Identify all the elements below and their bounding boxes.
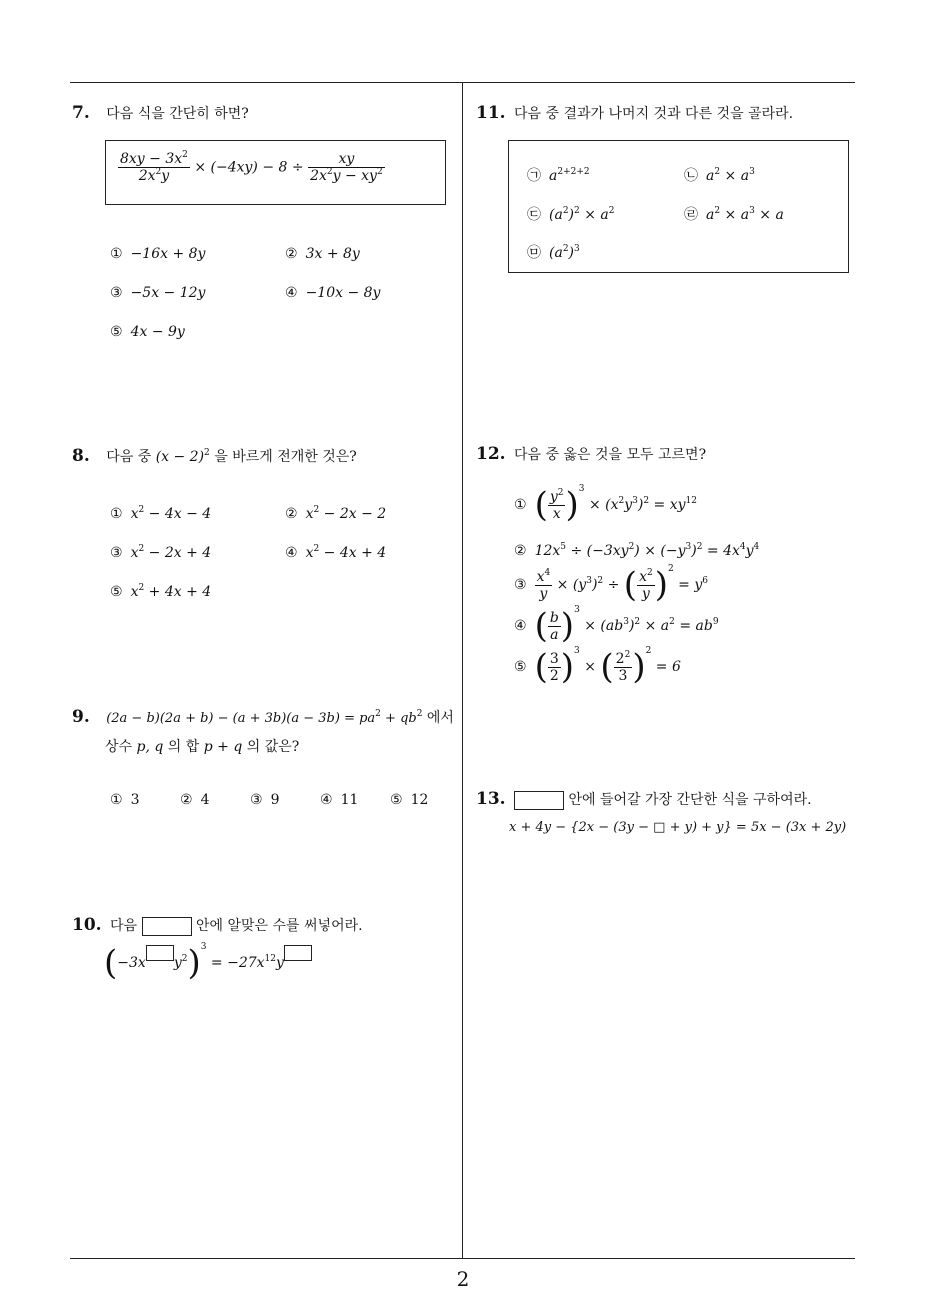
option-b: ㉡ $a^2 \times a^3$ xyxy=(684,167,755,184)
option-c: ㉢ $(a^2)^2 \times a^2$ xyxy=(527,206,615,223)
question-math: $(2a - b)(2a + b) - (a + 3b)(a - 3b) = pa^2 + qb^2$ xyxy=(106,709,423,726)
choice-2[interactable]: ② $x^2 - 2x - 2$ xyxy=(285,505,387,522)
answer-blank[interactable] xyxy=(142,917,192,936)
question-number: 12. xyxy=(476,444,506,464)
choice-3[interactable]: ③ $x^2 - 2x + 4$ xyxy=(110,544,212,561)
question-text: 다음 식을 간단히 하면? xyxy=(106,106,249,122)
choice-5[interactable]: ⑤ 4x − 9y xyxy=(110,324,185,340)
question-9-line-2: 상수 p, q 의 합 p + q 의 값은? xyxy=(105,739,300,755)
question-number: 13. xyxy=(476,789,506,809)
answer-blank[interactable] xyxy=(514,791,564,810)
question-text: 안에 들어갈 가장 간단한 식을 구하여라. xyxy=(568,792,812,808)
column-divider xyxy=(462,83,463,1258)
choice-3[interactable]: ③ $\frac{x^4}{y}$ × $(y^3)^2$ ÷ ( $\frac{x^2}{y}$ )$^2 = y^6$ xyxy=(514,564,708,605)
choice-4[interactable]: ④ $x^2 - 4x + 4$ xyxy=(285,544,387,561)
choice-5[interactable]: ⑤ 12 xyxy=(390,792,429,808)
question-number: 8. xyxy=(72,446,90,466)
choice-3[interactable]: ③ −5x − 12y xyxy=(110,285,206,301)
choice-1[interactable]: ① $x^2 - 4x - 4$ xyxy=(110,505,212,522)
choice-1[interactable]: ① 3 xyxy=(110,792,140,808)
question-number: 7. xyxy=(72,103,90,123)
option-a: ㉠ $a^{2+2+2}$ xyxy=(527,167,590,184)
choice-5[interactable]: ⑤ $x^2 + 4x + 4$ xyxy=(110,583,212,600)
question-8 xyxy=(72,446,357,466)
choice-2[interactable]: ② 3x + 8y xyxy=(285,246,360,262)
question-number: 11. xyxy=(476,103,506,123)
expression-box xyxy=(105,140,446,205)
choice-4[interactable]: ④ ( $\frac{b}{a}$ )$^3 \times (ab^3)^2 \times a^2 = ab^9$ xyxy=(514,605,719,646)
question-11 xyxy=(476,103,793,123)
page-number: 2 xyxy=(456,1267,470,1291)
question-text-pre: 다음 중 xyxy=(106,449,152,465)
question-text: 다음 중 결과가 나머지 것과 다른 것을 골라라. xyxy=(514,106,794,122)
exponent-blank[interactable] xyxy=(284,945,312,961)
choice-2[interactable]: ② $12x^5 \div (-3xy^2) \times (-y^3)^2 = 4x^4y^4$ xyxy=(514,542,760,559)
choice-3[interactable]: ③ 9 xyxy=(250,792,280,808)
question-text: 에서 xyxy=(426,710,454,726)
question-12 xyxy=(476,444,706,464)
choice-4[interactable]: ④ 11 xyxy=(320,792,359,808)
question-number: 9. xyxy=(72,707,90,727)
option-d: ㉣ $a^2 \times a^3 \times a$ xyxy=(684,206,784,223)
choice-5[interactable]: ⑤ ( $\frac{3}{2}$ )$^3$ × ( $\frac{2^2}{3}$ )$^2$ = 6 xyxy=(514,646,681,687)
question-13-expression: x + 4y − {2x − (3y − □ + y) + y} = 5x − (3x + 2y) xyxy=(509,820,847,835)
choice-4[interactable]: ④ −10x − 8y xyxy=(285,285,381,301)
choice-2[interactable]: ② 4 xyxy=(180,792,210,808)
question-13 xyxy=(476,789,812,810)
fraction: $\frac{8xy - 3x^2}{2x^2y}$ xyxy=(120,150,188,184)
question-text-post: 을 바르게 전개한 것은? xyxy=(214,449,357,465)
question-9 xyxy=(72,707,454,727)
question-number: 10. xyxy=(72,915,102,935)
question-10: 10. 다음 안에 알맞은 수를 써넣어라. xyxy=(72,915,363,935)
question-7 xyxy=(72,103,249,123)
question-10-expression: (−3x $y^2)^3 = -27x^{12}y$ xyxy=(104,945,312,980)
exponent-blank[interactable] xyxy=(146,945,174,961)
option-e: ㉤ $(a^2)^3$ xyxy=(527,244,580,261)
question-text: 다음 중 옳은 것을 모두 고르면? xyxy=(514,447,707,463)
bottom-rule xyxy=(70,1258,855,1259)
question-math: $(x - 2)^2$ xyxy=(155,448,210,465)
fraction: $\frac{xy}{2x^2y - xy^2}$ xyxy=(310,151,383,184)
choice-1[interactable]: ① ( $\frac{y^2}{x}$ )$^3 \times (x^2y^3)^2 = xy^{12}$ xyxy=(514,484,697,525)
expression: $\frac{8xy - 3x^2}{2x^2y}$ × (−4xy) − 8 ÷ $\frac{xy}{2x^2y - xy^2}$ xyxy=(120,150,383,184)
choice-1[interactable]: ① −16x + 8y xyxy=(110,246,206,262)
options-box xyxy=(508,140,849,273)
